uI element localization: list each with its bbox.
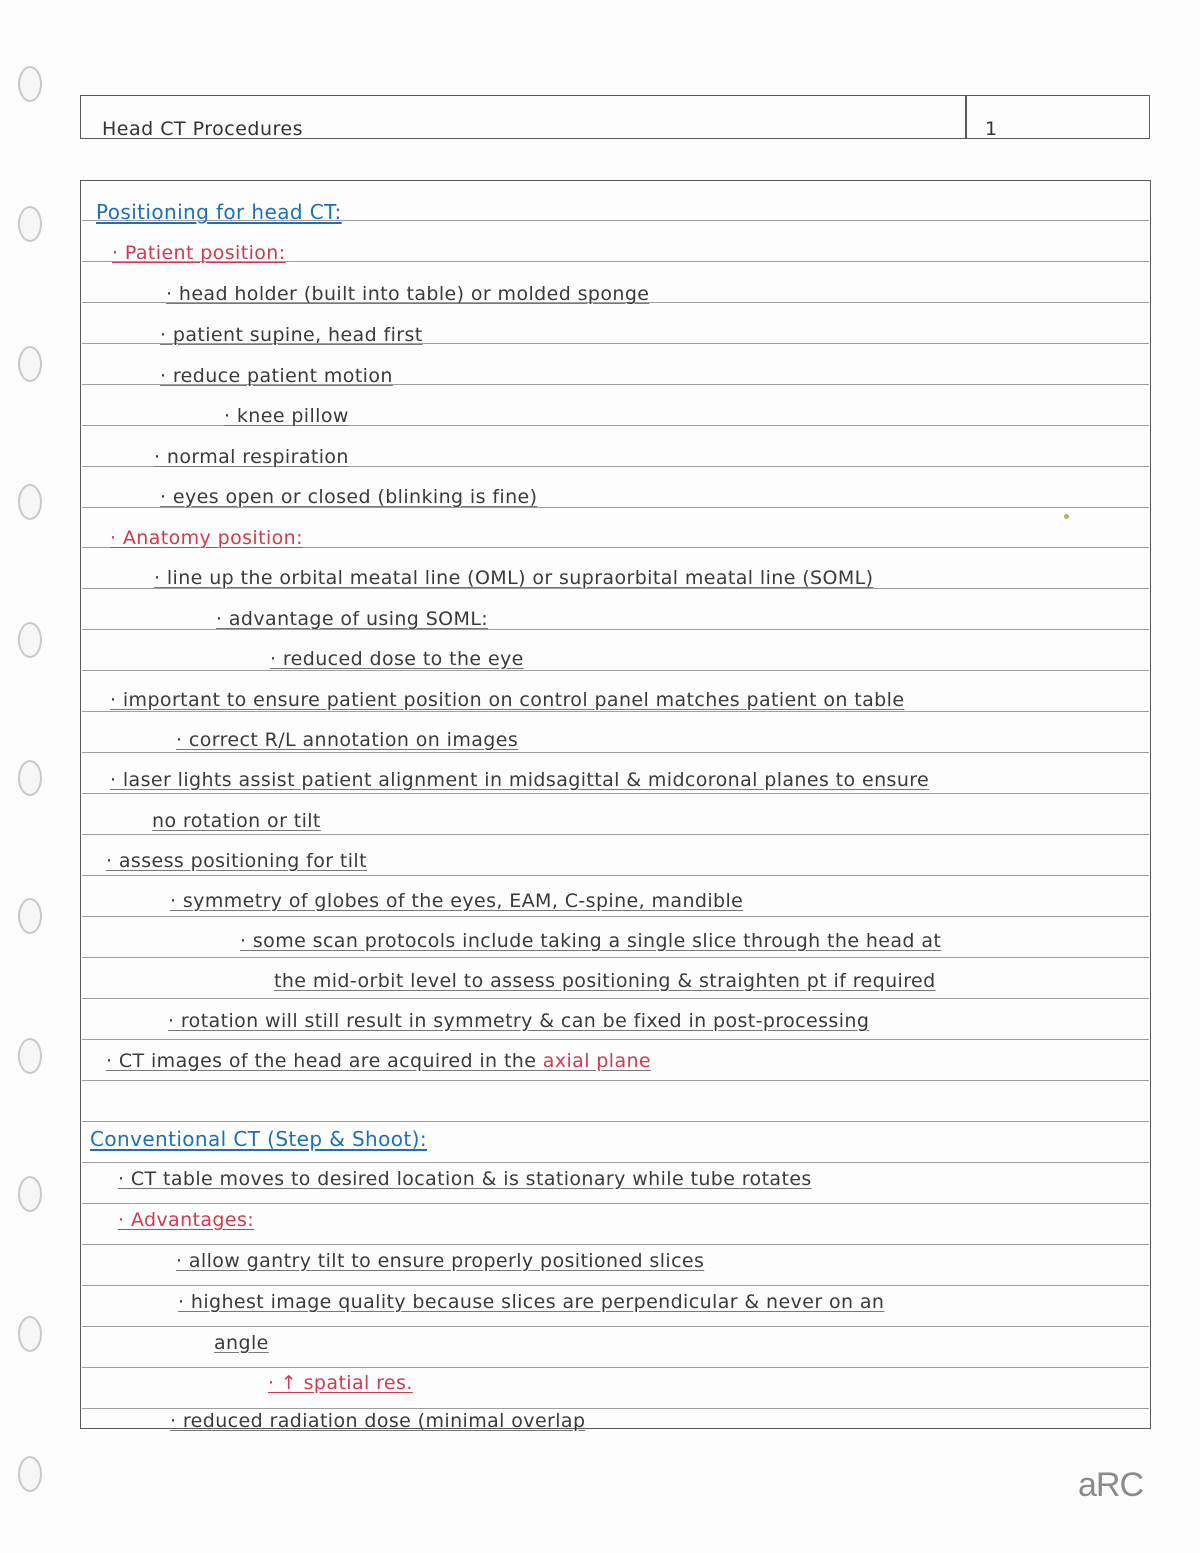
note-line: · correct R/L annotation on images	[176, 729, 519, 751]
ruled-line	[82, 957, 1149, 958]
note-line: · allow gantry tilt to ensure properly positioned slices	[176, 1250, 705, 1272]
note-line: · eyes open or closed (blinking is fine)	[160, 486, 538, 508]
page-title: Head CT Procedures	[102, 118, 303, 140]
note-line: angle	[214, 1332, 269, 1354]
page-number: 1	[985, 118, 998, 140]
note-line: · advantage of using SOML:	[216, 608, 489, 630]
binder-hole	[18, 346, 42, 382]
axial-plane-highlight: axial plane	[542, 1050, 652, 1072]
binder-hole	[18, 206, 42, 242]
note-line	[106, 1050, 651, 1072]
binder-hole	[18, 760, 42, 796]
ruled-line	[82, 998, 1149, 999]
section-heading-positioning: Positioning for head CT:	[96, 200, 342, 224]
note-line: · some scan protocols include taking a single slice through the head at	[240, 930, 942, 952]
note-line: · line up the orbital meatal line (OML) or supraorbital meatal line (SOML)	[154, 567, 874, 589]
note-line: · reduced dose to the eye	[270, 648, 524, 670]
ruled-line	[82, 1367, 1149, 1368]
note-line: · normal respiration	[154, 446, 349, 468]
note-line: · reduced radiation dose (minimal overlap	[170, 1410, 586, 1432]
note-line: no rotation or tilt	[152, 810, 321, 832]
binder-hole	[18, 898, 42, 934]
note-line: · symmetry of globes of the eyes, EAM, C-spine, mandible	[170, 890, 744, 912]
ruled-line	[82, 875, 1149, 876]
ruled-line	[82, 752, 1149, 753]
note-line: · patient supine, head first	[160, 324, 423, 346]
ruled-line	[82, 1408, 1149, 1409]
ruled-line	[82, 711, 1149, 712]
binder-hole	[18, 622, 42, 658]
note-line: · rotation will still result in symmetry & can be fixed in post-processing	[168, 1010, 870, 1032]
subheading-patient-position: · Patient position:	[112, 242, 286, 264]
ruled-line	[82, 916, 1149, 917]
note-line-text: · CT images of the head are acquired in the	[106, 1050, 537, 1072]
ruled-line	[82, 793, 1149, 794]
ruled-line	[82, 1244, 1149, 1245]
subheading-advantages: · Advantages:	[118, 1209, 255, 1231]
binder-hole	[18, 1316, 42, 1352]
ruled-line	[82, 1285, 1149, 1286]
ruled-line	[82, 1080, 1149, 1081]
ruled-line	[82, 1162, 1149, 1163]
ruled-line	[82, 1203, 1149, 1204]
note-line: · reduce patient motion	[160, 365, 393, 387]
binder-hole	[18, 1176, 42, 1212]
arc-logo: aRC	[1078, 1466, 1144, 1504]
note-line: · highest image quality because slices are perpendicular & never on an	[178, 1291, 885, 1313]
note-line: · head holder (built into table) or molded sponge	[166, 283, 650, 305]
subheading-anatomy-position: · Anatomy position:	[110, 527, 303, 549]
binder-hole	[18, 66, 42, 102]
note-line: · important to ensure patient position on control panel matches patient on table	[110, 689, 905, 711]
ruled-line	[82, 1039, 1149, 1040]
binder-hole	[18, 1456, 42, 1492]
note-line: · laser lights assist patient alignment in midsagittal & midcoronal planes to ensure	[110, 769, 930, 791]
ruled-line	[82, 834, 1149, 835]
binder-hole	[18, 484, 42, 520]
note-line-spatial-res: · ↑ spatial res.	[268, 1372, 413, 1394]
ruled-line	[82, 1326, 1149, 1327]
note-line: · assess positioning for tilt	[106, 850, 367, 872]
note-line: · knee pillow	[224, 405, 349, 427]
ruled-line	[82, 1121, 1149, 1122]
binder-hole	[18, 1038, 42, 1074]
note-line: · CT table moves to desired location & is stationary while tube rotates	[118, 1168, 812, 1190]
section-heading-conventional-ct: Conventional CT (Step & Shoot):	[90, 1127, 427, 1151]
ink-dot	[1064, 514, 1069, 519]
ruled-line	[82, 670, 1149, 671]
note-line: the mid-orbit level to assess positioning & straighten pt if required	[274, 970, 936, 992]
header-divider	[965, 95, 967, 139]
